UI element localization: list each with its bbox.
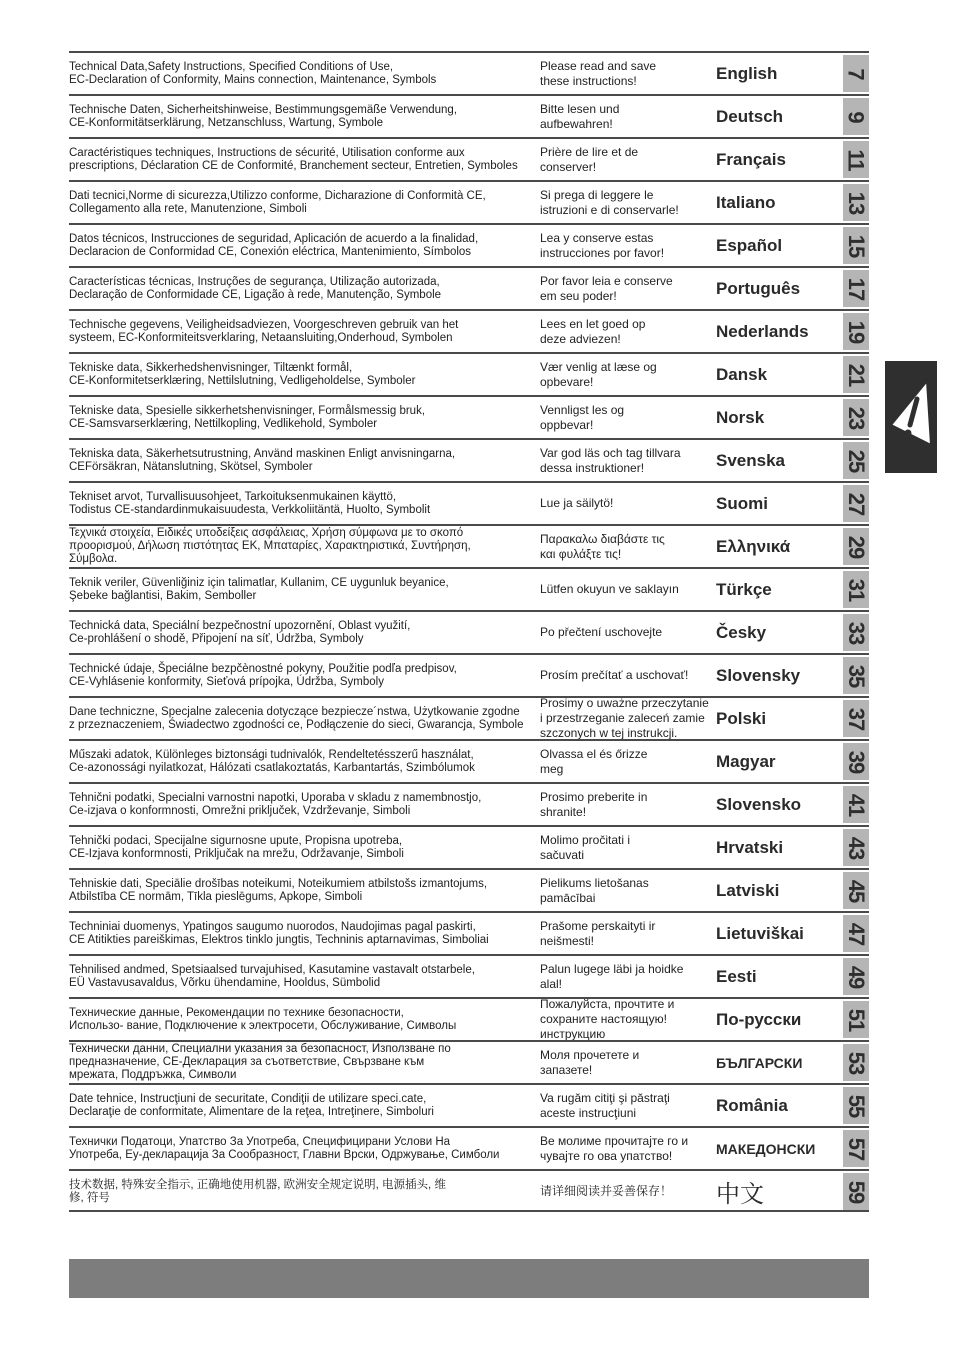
toc-page-number: 37 (843, 707, 869, 730)
toc-note: Prosím prečítať a uschovať! (540, 668, 689, 682)
toc-page-tab (843, 313, 869, 350)
toc-row (69, 1126, 869, 1169)
toc-row (69, 739, 869, 782)
toc-description: Tekniska data, Säkerhetsutrustning, Använd maskinen Enligt anvisningarna, CEFörsäkran, Nätanslutning, Skötsel, Symboler (69, 447, 456, 473)
toc-language: Suomi (716, 493, 768, 513)
toc-language: Dansk (716, 364, 768, 384)
toc-row (69, 524, 869, 567)
toc-note: Prière de lire et de conserver! (540, 144, 639, 174)
toc-page-number: 55 (843, 1094, 869, 1117)
toc-page-tab (843, 743, 869, 780)
toc-row (69, 137, 869, 180)
toc-row (69, 911, 869, 954)
toc-row (69, 1040, 869, 1083)
toc-page-tab (843, 872, 869, 909)
toc-language: Nederlands (716, 321, 809, 341)
toc-description: Технически данни, Специални указания за безопасност, Използване по предназначение, CE-Декларация за съответствие, Свързване към мрежата, Поддръжка, Символи (69, 1043, 451, 1081)
toc-note: Olvassa el és őrizze meg (540, 746, 648, 776)
warning-exclamation-icon (887, 375, 935, 455)
toc-description: Tehnični podatki, Specialni varnostni napotki, Uporaba v skladu z namembnostjo, Ce-izjava o konformnosti, Omrežni priključek, Vzdrževanje, Simboli (69, 791, 482, 817)
toc-page-tab (843, 356, 869, 393)
toc-note: Vær venlig at læse og opbevare! (540, 359, 657, 389)
toc-page-tab (843, 700, 869, 737)
toc-note: Lea y conserve estas instrucciones por favor! (540, 230, 665, 260)
toc-row (69, 395, 869, 438)
toc-page-number: 13 (843, 191, 869, 214)
toc-page-number: 25 (843, 449, 869, 472)
toc-note: Va rugăm citiţi şi păstraţi aceste instrucţiuni (540, 1090, 670, 1120)
toc-note: Pielikums lietošanas pamācībai (540, 875, 649, 905)
toc-language: Polski (716, 708, 767, 728)
toc-page-tab (843, 657, 869, 694)
toc-row (69, 94, 869, 137)
toc-description: Tehnilised andmed, Spetsiaalsed turvajuhised, Kasutamine vastavalt otstarbele, EÜ Vastavusavaldus, Võrku ühendamine, Hooldus, Sümbolid (69, 963, 475, 989)
toc-note: 请详细阅读并妥善保存！ (540, 1184, 673, 1198)
toc-language: Türkçe (716, 579, 772, 599)
toc-row (69, 309, 869, 352)
toc-row (69, 696, 869, 739)
toc-language: Norsk (716, 407, 765, 427)
toc-row (69, 1169, 869, 1212)
toc-note: Пожалуйста, прочтите и сохраните настоящую! инструкцию (540, 999, 675, 1040)
toc-page-tab (843, 227, 869, 264)
toc-note: Ве молиме прочитајте го и чувајте го ова упатство! (540, 1133, 689, 1163)
toc-language: Hrvatski (716, 837, 784, 857)
toc-page-number: 39 (843, 750, 869, 773)
toc-description: Características técnicas, Instruções de segurança, Utilização autorizada, Declaração de Conformidade CE, Ligação à rede, Manutenção, Symbole (69, 275, 442, 301)
language-index-table (69, 51, 869, 1212)
toc-page-tab (843, 184, 869, 221)
toc-description: Date tehnice, Instrucţiuni de securitate, Condiţii de utilizare speci.cate, Declaraţie de conformitate, Alimentare de la reţea, Intreţinere, Simboluri (69, 1092, 434, 1118)
toc-note: Παρακαλω διαβάστε τις και φυλάξτε τις! (540, 531, 665, 561)
toc-row (69, 653, 869, 696)
toc-note: Bitte lesen und aufbewahren! (540, 101, 620, 131)
toc-note: Моля прочетете и запазете! (540, 1047, 640, 1077)
toc-page-tab (843, 399, 869, 436)
toc-row (69, 610, 869, 653)
toc-language: Česky (716, 622, 767, 642)
toc-description: Tekniske data, Sikkerhedshenvisninger, Tiltænkt formål, CE-Konformitetserklæring, Nettilslutning, Vedligeholdelse, Symboler (69, 361, 416, 387)
toc-page-number: 51 (843, 1008, 869, 1031)
toc-description: Teknik veriler, Güvenliğiniz için talimatlar, Kullanim, CE uygunluk beyanice, Şebeke bağlantisi, Bakim, Semboller (69, 576, 449, 602)
toc-row (69, 352, 869, 395)
toc-row (69, 997, 869, 1040)
toc-note: Si prega di leggere le istruzioni e di conservarle! (540, 187, 679, 217)
toc-page-number: 29 (843, 535, 869, 558)
toc-description: Τεχνικά στοιχεία, Ειδικές υποδείξεις ασφάλειας, Χρήση σύμφωνα με το σκοπό προορισμού, Δήλωση πιστότητας ΕΚ, Μπαταρίες, Χαρακτηριστικά, Συντήρηση, Σύμβολα. (69, 527, 471, 565)
toc-description: Datos técnicos, Instrucciones de seguridad, Aplicación de acuerdo a la finalidad, Declaracion de Conformidad CE, Conexión eléctrica, Mantenimiento, Símbolos (69, 232, 479, 258)
toc-row (69, 180, 869, 223)
toc-description: Műszaki adatok, Különleges biztonsági tudnivalók, Rendeltetésszerű használat, Ce-azonossági nyilatkozat, Hálózati csatlakoztatás, Karbantartás, Szimbólumok (69, 748, 475, 774)
toc-description: Dati tecnici,Norme di sicurezza,Utilizzo conforme, Dicharazione di Conformità CE, Collegamento alla rete, Manutenzione, Simboli (69, 189, 486, 215)
toc-page-number: 7 (844, 67, 869, 80)
toc-page-number: 21 (843, 363, 869, 386)
toc-page-tab (843, 98, 869, 135)
toc-description: Технические данные, Рекомендации по технике безопасности, Использо- вание, Подключение к электросети, Обслуживание, Символы (69, 1006, 457, 1032)
toc-page-number: 57 (843, 1137, 869, 1160)
toc-page-number: 27 (843, 492, 869, 515)
toc-language: Eesti (716, 966, 757, 986)
toc-language: România (716, 1095, 788, 1115)
toc-row (69, 1083, 869, 1126)
toc-note: Por favor leia e conserve em seu poder! (540, 273, 673, 303)
toc-page-tab (843, 829, 869, 866)
toc-page-number: 53 (843, 1051, 869, 1074)
warning-tab (885, 361, 937, 473)
toc-page-number: 47 (843, 922, 869, 945)
toc-row (69, 223, 869, 266)
toc-description: Технички Податоци, Упатство За Употреба, Специфицирани Услови На Употреба, Еу-декларација За Сообразност, Главни Врски, Одржување, Симболи (69, 1135, 500, 1161)
toc-description: Technické údaje, Špeciálne bezpčènostné pokyny, Použitie podľa predpisov, CE-Vyhlásenie konformity, Sieťová prípojka, Údržba, Symboly (69, 662, 457, 688)
toc-row (69, 567, 869, 610)
toc-description: Technische Daten, Sicherheitshinweise, Bestimmungsgemäße Verwendung, CE-Konformitätserklärung, Netzanschluss, Wartung, Symbole (69, 103, 458, 129)
toc-description: Technická data, Speciální bezpečnostní upozornění, Oblast využití, Ce-prohlášení o shodě, Připojení na síť, Údržba, Symboly (69, 619, 411, 645)
toc-description: Technische gegevens, Veiligheidsadviezen, Voorgeschreven gebruik van het systeem, EC-Konformiteitsverklaring, Netaansluiting,Onderhoud, Symbolen (69, 318, 459, 344)
toc-language: Italiano (716, 192, 776, 212)
toc-note: Prašome perskaityti ir neišmesti! (540, 918, 656, 948)
toc-page-number: 43 (843, 836, 869, 859)
toc-language: Latviski (716, 880, 780, 900)
toc-page-number: 11 (843, 148, 869, 171)
toc-page-number: 9 (844, 110, 869, 123)
toc-description: Dane techniczne, Specjalne zalecenia dotyczące bezpiecze´nstwa, Użytkowanie zgodne z przeznaczeniem, Świadectwo zgodności ce, Podłączenie do sieci, Gwarancja, Symbole (69, 705, 524, 731)
toc-note: Lütfen okuyun ve saklayın (540, 582, 679, 596)
toc-note: Prosimo preberite in shranite! (540, 789, 648, 819)
toc-page-tab (843, 1044, 869, 1081)
toc-language: По-русски (716, 1009, 802, 1029)
toc-page-tab (843, 442, 869, 479)
toc-page-number: 31 (843, 578, 869, 601)
toc-page-number: 33 (843, 621, 869, 644)
toc-note: Lees en let goed op deze adviezen! (540, 316, 646, 346)
toc-page-tab (843, 958, 869, 995)
toc-note: Lue ja säilytö! (540, 496, 614, 510)
toc-note: Molimo pročitati i sačuvati (540, 832, 631, 862)
toc-page-number: 59 (843, 1180, 869, 1203)
toc-description: Techniniai duomenys, Ypatingos saugumo nuorodos, Naudojimas pagal paskirti, CE Atitikties pareiškimas, Elektros tinklo jungtis, Techninis aptarnavimas, Simboliai (69, 920, 489, 946)
toc-page-tab (843, 270, 869, 307)
toc-language: Deutsch (716, 106, 784, 126)
toc-language: Slovensky (716, 665, 801, 685)
toc-description: Tekniske data, Spesielle sikkerhetshenvisninger, Formålsmessig bruk, CE-Samsvarserklæring, Nettilkopling, Vedlikehold, Symboler (69, 404, 426, 430)
toc-language: БЪЛГАРСКИ (716, 1054, 803, 1071)
toc-page-number: 41 (843, 793, 869, 816)
toc-page-tab (843, 614, 869, 651)
toc-page-number: 23 (843, 406, 869, 429)
toc-page-number: 49 (843, 965, 869, 988)
toc-page-tab (843, 786, 869, 823)
toc-language: 中文 (716, 1180, 764, 1208)
toc-language: Ελληνικά (716, 536, 791, 556)
toc-note: Please read and save these instructions! (540, 58, 657, 88)
toc-row (69, 438, 869, 481)
toc-page-number: 45 (843, 879, 869, 902)
toc-language: English (716, 63, 778, 83)
toc-row (69, 266, 869, 309)
toc-row (69, 954, 869, 997)
toc-note: Prosimy o uważne przeczytanie i przestrzeganie zaleceń zamie szczonych w tej instrukcji. (540, 698, 709, 739)
toc-row (69, 51, 869, 94)
toc-page-tab (843, 528, 869, 565)
toc-page-number: 19 (843, 320, 869, 343)
toc-description: Technical Data,Safety Instructions, Specified Conditions of Use, EC-Declaration of Conformity, Mains connection, Maintenance, Symbols (69, 60, 437, 86)
toc-page-number: 17 (843, 277, 869, 300)
toc-row (69, 868, 869, 911)
toc-page-tab (843, 1087, 869, 1124)
toc-page-tab (843, 141, 869, 178)
toc-description: Tehniskie dati, Speciālie drošības noteikumi, Noteikumiem atbilstošs izmantojums, Atbilstība CE normām, Tīkla pieslēgums, Apkope, Simboli (69, 877, 488, 903)
toc-language: МАКЕДОНСКИ (716, 1140, 816, 1157)
toc-page-tab (843, 571, 869, 608)
toc-note: Palun lugege läbi ja hoidke alal! (540, 961, 684, 991)
toc-page-tab (843, 485, 869, 522)
toc-language: Magyar (716, 751, 776, 771)
toc-page-number: 35 (843, 664, 869, 687)
toc-note: Po přečtení uschovejte (540, 625, 663, 639)
toc-language: Français (716, 149, 786, 169)
toc-description: Tekniset arvot, Turvallisuusohjeet, Tarkoituksenmukainen käyttö, Todistus CE-standardinmukaisuudesta, Verkkoliitäntä, Huolto, Symbolit (69, 490, 431, 516)
toc-page-tab (843, 1130, 869, 1167)
toc-row (69, 481, 869, 524)
toc-row (69, 782, 869, 825)
toc-language: Español (716, 235, 783, 255)
toc-description: 技术数据, 特殊安全指示, 正确地使用机器, 欧洲安全规定说明, 电源插头, 维 修, 符号 (69, 1178, 446, 1204)
toc-note: Vennligst les og oppbevar! (540, 402, 625, 432)
toc-language: Português (716, 278, 801, 298)
toc-row (69, 825, 869, 868)
toc-language: Svenska (716, 450, 785, 470)
toc-page-tab (843, 1001, 869, 1038)
toc-language: Slovensko (716, 794, 802, 814)
toc-note: Var god läs och tag tillvara dessa instruktioner! (540, 445, 681, 475)
toc-page-tab (843, 55, 869, 92)
toc-page-tab (843, 1173, 869, 1210)
toc-page-number: 15 (843, 234, 869, 257)
toc-language: Lietuviškai (716, 923, 804, 943)
toc-description: Caractéristiques techniques, Instructions de sécurité, Utilisation conforme aux prescriptions, Déclaration CE de Conformité, Branchement secteur, Entretien, Symboles (69, 146, 518, 172)
toc-description: Tehnički podaci, Specijalne sigurnosne upute, Propisna upotreba, CE-Izjava konformnosti, Priključak na mrežu, Održavanje, Simboli (69, 834, 404, 860)
footer-bar (69, 1259, 869, 1298)
toc-page-tab (843, 915, 869, 952)
